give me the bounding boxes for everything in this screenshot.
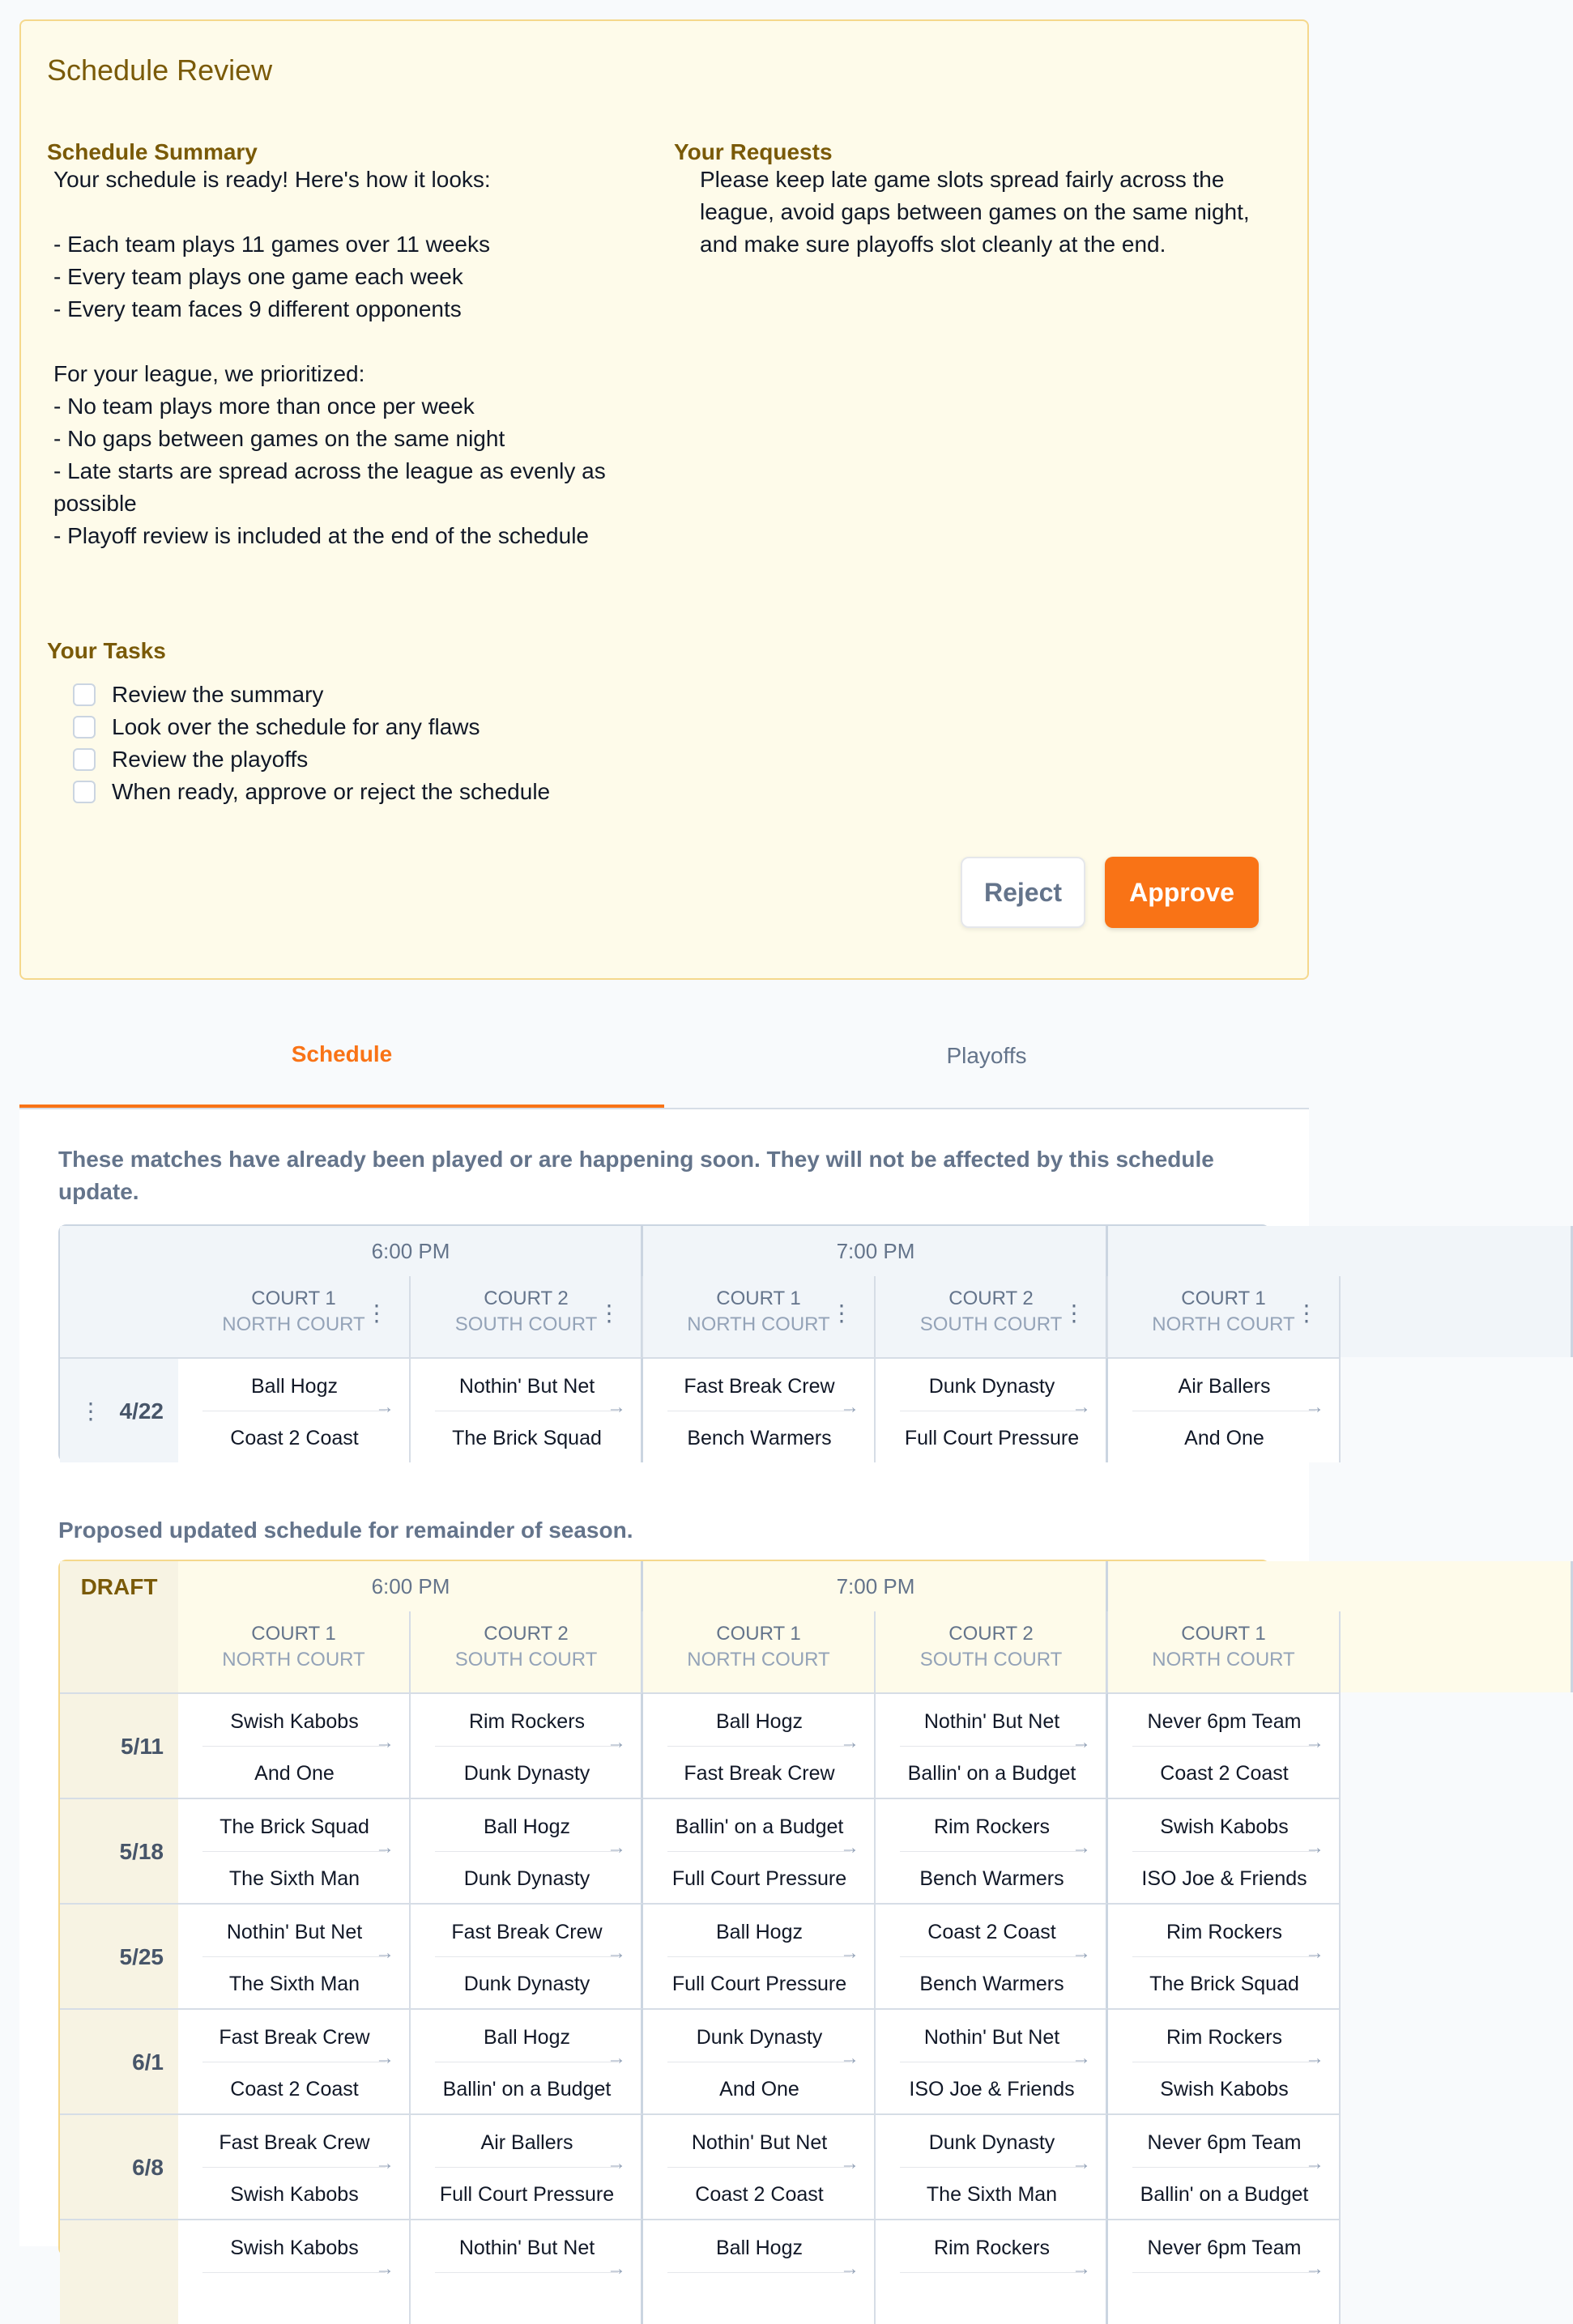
court-subtitle: SOUTH COURT xyxy=(919,1649,1063,1671)
row-date-cell xyxy=(60,2008,178,2113)
arrow-right-icon: → xyxy=(375,2152,394,2174)
away-team: Coast 2 Coast xyxy=(695,2183,824,2206)
game-cell[interactable] xyxy=(178,1357,411,1462)
row-date-cell xyxy=(60,2113,178,2219)
game-divider xyxy=(202,2167,386,2168)
time-slot-header xyxy=(643,1561,1108,1692)
task-item[interactable] xyxy=(73,679,323,711)
game-cell[interactable] xyxy=(643,1798,876,1903)
home-team: Swish Kabobs xyxy=(1160,1815,1289,1838)
time-label: 6:00 PM xyxy=(371,1573,450,1598)
game-cell[interactable] xyxy=(1108,2113,1341,2219)
arrow-right-icon: → xyxy=(375,1837,394,1858)
arrow-right-icon: → xyxy=(1072,2047,1091,2069)
row-date-label: 5/18 xyxy=(119,1839,164,1864)
home-team: Nothin' But Net xyxy=(691,2131,828,2154)
task-item[interactable] xyxy=(73,776,550,808)
game-divider xyxy=(900,2167,1083,2168)
game-divider xyxy=(900,1956,1083,1957)
game-divider xyxy=(667,1851,850,1852)
court-name: COURT 2 xyxy=(484,1288,569,1309)
game-cell[interactable] xyxy=(876,2219,1108,2324)
home-team: Ball Hogz xyxy=(251,1375,338,1398)
away-team: Full Court Pressure xyxy=(904,1427,1080,1449)
home-team: Never 6pm Team xyxy=(1147,2237,1302,2259)
game-cell[interactable] xyxy=(178,2219,411,2324)
home-team: Air Ballers xyxy=(1178,1375,1271,1398)
home-team: Swish Kabobs xyxy=(230,2237,359,2259)
game-cell[interactable] xyxy=(411,1903,643,2008)
away-team: Full Court Pressure xyxy=(671,1973,847,1995)
arrow-right-icon: → xyxy=(1072,1942,1091,1964)
court-header xyxy=(411,1611,643,1692)
task-checkbox[interactable] xyxy=(73,716,96,738)
arrow-right-icon: → xyxy=(1072,1837,1091,1858)
game-cell[interactable] xyxy=(1108,1357,1341,1462)
task-item[interactable] xyxy=(73,711,480,743)
home-team: Dunk Dynasty xyxy=(928,1375,1055,1398)
home-team: Rim Rockers xyxy=(933,2237,1051,2259)
game-divider xyxy=(1132,2272,1315,2273)
away-team: Swish Kabobs xyxy=(1160,2078,1289,2101)
time-label: 6:00 PM xyxy=(371,1238,450,1263)
game-cell[interactable] xyxy=(1108,2219,1341,2324)
away-team: Bench Warmers xyxy=(919,1867,1064,1890)
home-team: Rim Rockers xyxy=(1166,1921,1283,1943)
time-slot-header xyxy=(1108,1561,1573,1692)
game-cell[interactable] xyxy=(876,2113,1108,2219)
court-subtitle: NORTH COURT xyxy=(222,1649,365,1671)
home-team: Fast Break Crew xyxy=(684,1375,835,1398)
away-team: Fast Break Crew xyxy=(684,1762,835,1785)
more-options-icon[interactable]: ⋮ xyxy=(79,1398,102,1424)
away-team: Dunk Dynasty xyxy=(463,1973,590,1995)
home-team: Nothin' But Net xyxy=(923,2026,1060,2049)
away-team: And One xyxy=(719,2078,799,2101)
arrow-right-icon: → xyxy=(1072,2152,1091,2174)
row-date-label: 6/1 xyxy=(132,2049,164,2075)
game-cell[interactable] xyxy=(876,1798,1108,1903)
court-name: COURT 1 xyxy=(716,1288,801,1309)
away-team: ISO Joe & Friends xyxy=(1141,1867,1307,1890)
arrow-right-icon: → xyxy=(840,2258,859,2279)
away-team: The Sixth Man xyxy=(228,1973,360,1995)
game-cell[interactable] xyxy=(178,1798,411,1903)
task-item[interactable] xyxy=(73,743,308,776)
game-cell[interactable] xyxy=(876,1357,1108,1462)
task-checkbox[interactable] xyxy=(73,748,96,771)
court-header xyxy=(1108,1611,1341,1692)
home-team: Nothin' But Net xyxy=(458,1375,595,1398)
court-name: COURT 1 xyxy=(1181,1623,1266,1645)
row-date-cell xyxy=(60,1798,178,1903)
court-subtitle: NORTH COURT xyxy=(1152,1649,1295,1671)
arrow-right-icon: → xyxy=(1072,2258,1091,2279)
game-divider xyxy=(667,2272,850,2273)
home-team: Never 6pm Team xyxy=(1147,2131,1302,2154)
tab-schedule[interactable]: Schedule xyxy=(19,1004,664,1108)
away-team: Dunk Dynasty xyxy=(463,1762,590,1785)
draft-badge: DRAFT xyxy=(80,1574,158,1599)
task-label: When ready, approve or reject the schedule xyxy=(112,779,551,804)
game-divider xyxy=(900,2272,1083,2273)
game-cell[interactable] xyxy=(1108,1692,1341,1798)
row-date-label: 6/8 xyxy=(132,2155,164,2180)
game-divider xyxy=(900,1746,1083,1747)
away-team: The Sixth Man xyxy=(926,2183,1058,2206)
task-label: Look over the schedule for any flaws xyxy=(112,714,480,739)
draft-schedule-table xyxy=(58,1560,1324,2279)
arrow-right-icon: → xyxy=(607,1942,626,1964)
away-team: Dunk Dynasty xyxy=(463,1867,590,1890)
game-divider xyxy=(202,1851,386,1852)
time-label: 7:00 PM xyxy=(836,1238,915,1263)
game-divider xyxy=(667,2167,850,2168)
home-team: Ball Hogz xyxy=(716,2237,803,2259)
arrow-right-icon: → xyxy=(1072,1731,1091,1753)
court-header xyxy=(643,1276,876,1357)
game-cell[interactable] xyxy=(643,2008,876,2113)
arrow-right-icon: → xyxy=(1305,2152,1324,2174)
game-divider xyxy=(1132,2167,1315,2168)
tab-playoffs[interactable]: Playoffs xyxy=(946,1043,1027,1068)
game-divider xyxy=(1132,1746,1315,1747)
row-date-cell xyxy=(60,1692,178,1798)
away-team: Bench Warmers xyxy=(919,1973,1064,1995)
arrow-right-icon: → xyxy=(607,2047,626,2069)
requests-heading: Your Requests xyxy=(674,139,833,164)
review-title: Schedule Review xyxy=(47,53,273,87)
court-subtitle: SOUTH COURT xyxy=(454,1649,598,1671)
arrow-right-icon: → xyxy=(840,2152,859,2174)
away-team: Full Court Pressure xyxy=(671,1867,847,1890)
game-cell[interactable] xyxy=(643,2113,876,2219)
arrow-right-icon: → xyxy=(375,1731,394,1753)
game-cell[interactable] xyxy=(643,1357,876,1462)
home-team: Rim Rockers xyxy=(1166,2026,1283,2049)
away-team: The Brick Squad xyxy=(452,1427,602,1449)
game-cell[interactable] xyxy=(411,1798,643,1903)
game-cell[interactable] xyxy=(1108,2008,1341,2113)
court-header xyxy=(643,1611,876,1692)
court-name: COURT 2 xyxy=(948,1288,1034,1309)
game-cell[interactable] xyxy=(1108,1798,1341,1903)
time-slot-header xyxy=(178,1226,643,1357)
arrow-right-icon: → xyxy=(375,2047,394,2069)
reject-button[interactable]: Reject xyxy=(961,857,1085,928)
more-options-icon[interactable]: ⋮ xyxy=(365,1300,388,1326)
arrow-right-icon: → xyxy=(1305,1837,1324,1858)
time-slot-header xyxy=(1108,1226,1573,1357)
home-team: Rim Rockers xyxy=(933,1815,1051,1838)
home-team: Fast Break Crew xyxy=(219,2131,370,2154)
game-divider xyxy=(435,1851,618,1852)
game-divider xyxy=(435,1746,618,1747)
row-date-label: 5/11 xyxy=(121,1734,164,1759)
game-cell[interactable] xyxy=(876,1903,1108,2008)
arrow-right-icon: → xyxy=(607,1396,626,1418)
time-label: 7:00 PM xyxy=(836,1573,915,1598)
away-team: And One xyxy=(1184,1427,1264,1449)
summary-text: Your schedule is ready! Here's how it looks: - Each team plays 11 games over 11 weeks - Every team plays one game each week - Every team faces 9 different opponents For your league, we prioritized: - No team plays more than once per week - No gaps between games on the same night - Late starts are spread across the league as evenly as possible - Playoff review is included at the end of the schedule xyxy=(53,167,606,548)
arrow-right-icon: → xyxy=(375,2258,394,2279)
away-team: Bench Warmers xyxy=(687,1427,832,1449)
court-subtitle: SOUTH COURT xyxy=(454,1313,598,1335)
game-divider xyxy=(1132,1851,1315,1852)
task-checkbox[interactable] xyxy=(73,683,96,706)
away-team: The Sixth Man xyxy=(228,1867,360,1890)
home-team: Ballin' on a Budget xyxy=(675,1815,844,1838)
draft-caption: Proposed updated schedule for remainder of season. xyxy=(58,1517,633,1543)
court-name: COURT 2 xyxy=(948,1623,1034,1645)
row-date-cell xyxy=(60,1903,178,2008)
arrow-right-icon: → xyxy=(1305,1942,1324,1964)
game-cell[interactable] xyxy=(411,2113,643,2219)
game-divider xyxy=(435,2272,618,2273)
time-slot-header xyxy=(178,1561,643,1692)
row-date-cell xyxy=(60,1357,178,1462)
arrow-right-icon: → xyxy=(1305,1731,1324,1753)
arrow-right-icon: → xyxy=(607,1731,626,1753)
locked-schedule-table xyxy=(58,1224,1324,1462)
summary-heading: Schedule Summary xyxy=(47,139,258,164)
home-team: Dunk Dynasty xyxy=(696,2026,823,2049)
arrow-right-icon: → xyxy=(1072,1396,1091,1418)
time-label xyxy=(1108,1226,1573,1276)
game-cell[interactable] xyxy=(876,2008,1108,2113)
locked-caption: These matches have already been played or are happening soon. They will not be affected by this schedule update. xyxy=(58,1147,1214,1204)
court-subtitle: NORTH COURT xyxy=(687,1649,830,1671)
away-team: Ballin' on a Budget xyxy=(907,1762,1076,1785)
game-cell[interactable] xyxy=(643,2219,876,2324)
game-divider xyxy=(202,2272,386,2273)
arrow-right-icon: → xyxy=(840,1731,859,1753)
row-date-label: 4/22 xyxy=(119,1398,164,1424)
arrow-right-icon: → xyxy=(1305,2047,1324,2069)
arrow-right-icon: → xyxy=(840,1942,859,1964)
away-team: Full Court Pressure xyxy=(439,2183,615,2206)
court-name: COURT 1 xyxy=(251,1288,336,1309)
court-header xyxy=(411,1276,643,1357)
more-options-icon[interactable]: ⋮ xyxy=(1063,1300,1085,1326)
game-cell[interactable] xyxy=(178,1692,411,1798)
view-tabs xyxy=(19,1004,1309,1109)
game-cell[interactable] xyxy=(411,2219,643,2324)
court-subtitle: SOUTH COURT xyxy=(919,1313,1063,1335)
home-team: Air Ballers xyxy=(480,2131,573,2154)
game-cell[interactable] xyxy=(1108,1903,1341,2008)
court-name: COURT 1 xyxy=(716,1623,801,1645)
row-date-label: 5/25 xyxy=(119,1944,164,1969)
game-cell[interactable] xyxy=(178,2113,411,2219)
court-header xyxy=(876,1276,1108,1357)
arrow-right-icon: → xyxy=(840,1837,859,1858)
arrow-right-icon: → xyxy=(607,2258,626,2279)
arrow-right-icon: → xyxy=(1305,2258,1324,2279)
game-cell[interactable] xyxy=(411,2008,643,2113)
away-team: Coast 2 Coast xyxy=(230,2078,359,2101)
game-divider xyxy=(202,1746,386,1747)
home-team: Ball Hogz xyxy=(716,1710,803,1733)
game-cell[interactable] xyxy=(411,1357,643,1462)
away-team: Coast 2 Coast xyxy=(230,1427,359,1449)
game-cell[interactable] xyxy=(178,1903,411,2008)
arrow-right-icon: → xyxy=(375,1942,394,1964)
game-divider xyxy=(900,1851,1083,1852)
arrow-right-icon: → xyxy=(607,1837,626,1858)
schedule-review-card xyxy=(19,19,1309,980)
home-team: Fast Break Crew xyxy=(451,1921,603,1943)
requests-text: Please keep late game slots spread fairly across the league, avoid gaps between games on the same night, and make sure playoffs slot cleanly at the end. xyxy=(700,167,1250,257)
home-team: Ball Hogz xyxy=(484,2026,570,2049)
arrow-right-icon: → xyxy=(1305,1396,1324,1418)
away-team: Swish Kabobs xyxy=(230,2183,359,2206)
game-divider xyxy=(435,2167,618,2168)
game-divider xyxy=(435,1956,618,1957)
game-divider xyxy=(667,1956,850,1957)
row-date-cell xyxy=(60,2219,178,2324)
task-label: Review the summary xyxy=(112,682,324,707)
arrow-right-icon: → xyxy=(840,1396,859,1418)
away-team: And One xyxy=(254,1762,335,1785)
court-subtitle: NORTH COURT xyxy=(1152,1313,1295,1335)
time-slot-header xyxy=(643,1226,1108,1357)
approve-button[interactable]: Approve xyxy=(1105,857,1259,928)
game-divider xyxy=(1132,1956,1315,1957)
home-team: The Brick Squad xyxy=(220,1815,369,1838)
court-subtitle: NORTH COURT xyxy=(222,1313,365,1335)
home-team: Dunk Dynasty xyxy=(928,2131,1055,2154)
home-team: Fast Break Crew xyxy=(219,2026,370,2049)
game-divider xyxy=(202,1956,386,1957)
home-team: Ball Hogz xyxy=(716,1921,803,1943)
game-divider xyxy=(667,1746,850,1747)
home-team: Swish Kabobs xyxy=(230,1710,359,1733)
arrow-right-icon: → xyxy=(375,1396,394,1418)
task-checkbox[interactable] xyxy=(73,781,96,803)
task-label: Review the playoffs xyxy=(112,747,309,772)
game-cell[interactable] xyxy=(643,1903,876,2008)
court-header xyxy=(876,1611,1108,1692)
home-team: Never 6pm Team xyxy=(1147,1710,1302,1733)
more-options-icon[interactable]: ⋮ xyxy=(830,1300,853,1326)
arrow-right-icon: → xyxy=(840,2047,859,2069)
court-name: COURT 1 xyxy=(1181,1288,1266,1309)
home-team: Nothin' But Net xyxy=(226,1921,363,1943)
court-header xyxy=(178,1611,411,1692)
tasks-heading: Your Tasks xyxy=(47,638,166,663)
more-options-icon[interactable]: ⋮ xyxy=(598,1300,620,1326)
court-header xyxy=(178,1276,411,1357)
court-subtitle: NORTH COURT xyxy=(687,1313,830,1335)
court-header xyxy=(1108,1276,1341,1357)
arrow-right-icon: → xyxy=(607,2152,626,2174)
game-cell[interactable] xyxy=(411,1692,643,1798)
home-team: Coast 2 Coast xyxy=(927,1921,1056,1943)
home-team: Nothin' But Net xyxy=(923,1710,1060,1733)
more-options-icon[interactable]: ⋮ xyxy=(1295,1300,1318,1326)
away-team: Ballin' on a Budget xyxy=(442,2078,612,2101)
away-team: Coast 2 Coast xyxy=(1160,1762,1289,1785)
time-label xyxy=(1108,1561,1573,1611)
home-team: Ball Hogz xyxy=(484,1815,570,1838)
home-team: Nothin' But Net xyxy=(458,2237,595,2259)
court-name: COURT 1 xyxy=(251,1623,336,1645)
away-team: The Brick Squad xyxy=(1149,1973,1299,1995)
away-team: ISO Joe & Friends xyxy=(909,2078,1075,2101)
home-team: Rim Rockers xyxy=(468,1710,586,1733)
away-team: Ballin' on a Budget xyxy=(1140,2183,1309,2206)
game-cell[interactable] xyxy=(178,2008,411,2113)
game-cell[interactable] xyxy=(643,1692,876,1798)
game-cell[interactable] xyxy=(876,1692,1108,1798)
court-name: COURT 2 xyxy=(484,1623,569,1645)
